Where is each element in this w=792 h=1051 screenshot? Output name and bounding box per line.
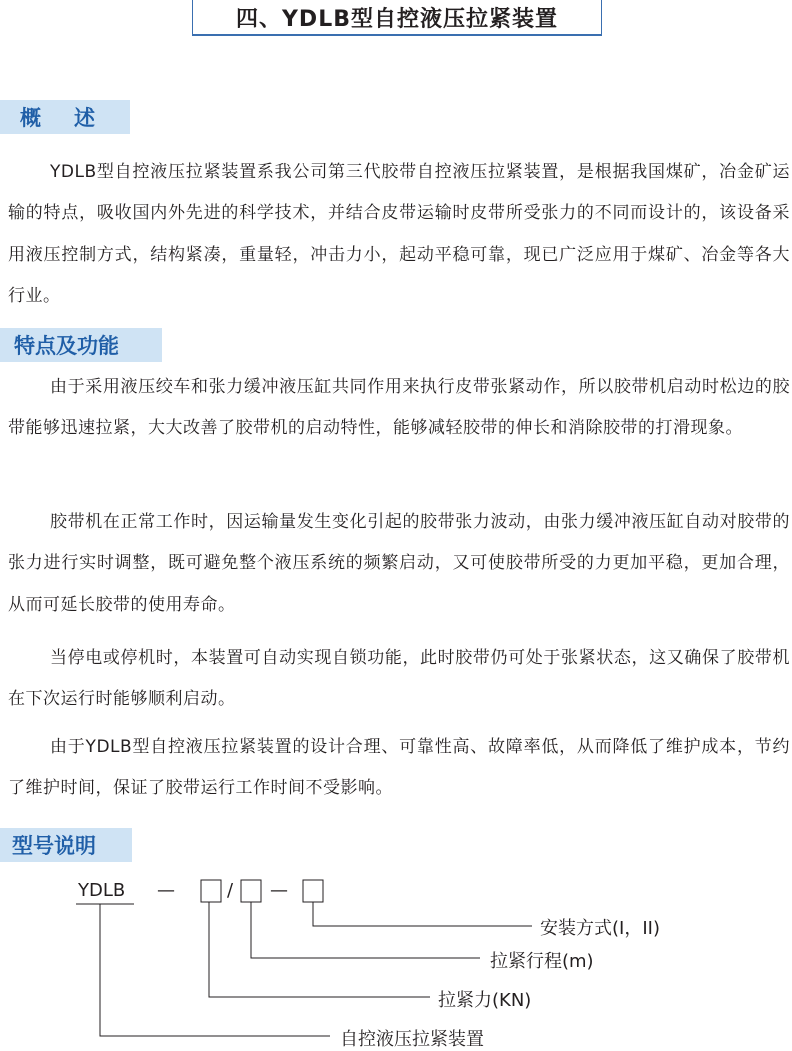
features-paragraph-2: 胶带机在正常工作时，因运输量发生变化引起的胶带张力波动，由张力缓冲液压缸自动对胶带的张力进行实时调整，既可避免整个液压系统的频繁启动，又可使胶带所受的力更加平稳，更加合理，从而可延长胶带的使用寿命。 xyxy=(8,512,790,615)
features-paragraph-1: 由于采用液压绞车和张力缓冲液压缸共同作用来执行皮带张紧动作，所以胶带机启动时松边的胶带能够迅速拉紧，大大改善了胶带机的启动特性，能够减轻胶带的伸长和消除胶带的打滑现象。 xyxy=(8,377,790,439)
section-heading-model xyxy=(0,828,132,862)
section-heading-features xyxy=(0,328,162,362)
section-heading-label: 特点及功能 xyxy=(14,334,119,358)
features-paragraph-4: 由于YDLB型自控液压拉紧装置的设计合理、可靠性高、故障率低，从而降低了维护成本，节约了维护时间，保证了胶带运行工作时间不受影响。 xyxy=(8,737,790,799)
model-dash-1: — xyxy=(157,880,175,901)
placeholder-box-stroke xyxy=(241,880,261,902)
features-paragraph-3: 当停电或停机时，本装置可自动实现自锁功能，此时胶带仍可处于张紧状态，这又确保了胶带机在下次运行时能够顺利启动。 xyxy=(8,648,790,710)
section-heading-overview xyxy=(0,100,130,134)
label-device-name: 自控液压拉紧装置 xyxy=(340,1029,484,1050)
model-slash: / xyxy=(227,880,234,901)
overview-paragraph: YDLB型自控液压拉紧装置系我公司第三代胶带自控液压拉紧装置，是根据我国煤矿，冶金矿运输的特点，吸收国内外先进的科学技术，并结合皮带运输时皮带所受张力的不同而设计的，该设备采用液压控制方式，结构紧凑，重量轻，冲击力小，起动平稳可靠，现已广泛应用于煤矿、冶金等各大行业。 xyxy=(8,162,790,306)
placeholder-box-force xyxy=(201,880,221,902)
label-tension-force: 拉紧力(KN) xyxy=(438,990,532,1011)
placeholder-box-install xyxy=(303,880,323,902)
model-dash-2: — xyxy=(270,880,288,901)
section-heading-label: 概 述 xyxy=(20,106,101,130)
section-heading-label: 型号说明 xyxy=(12,834,96,858)
model-prefix: YDLB xyxy=(78,880,126,901)
page-title: 四、YDLB型自控液压拉紧装置 xyxy=(236,6,558,32)
model-designation-diagram xyxy=(0,870,792,1048)
page-title-box xyxy=(192,0,602,36)
label-tension-stroke: 拉紧行程(m) xyxy=(490,951,594,972)
label-install-method: 安装方式(I，II) xyxy=(540,918,660,939)
